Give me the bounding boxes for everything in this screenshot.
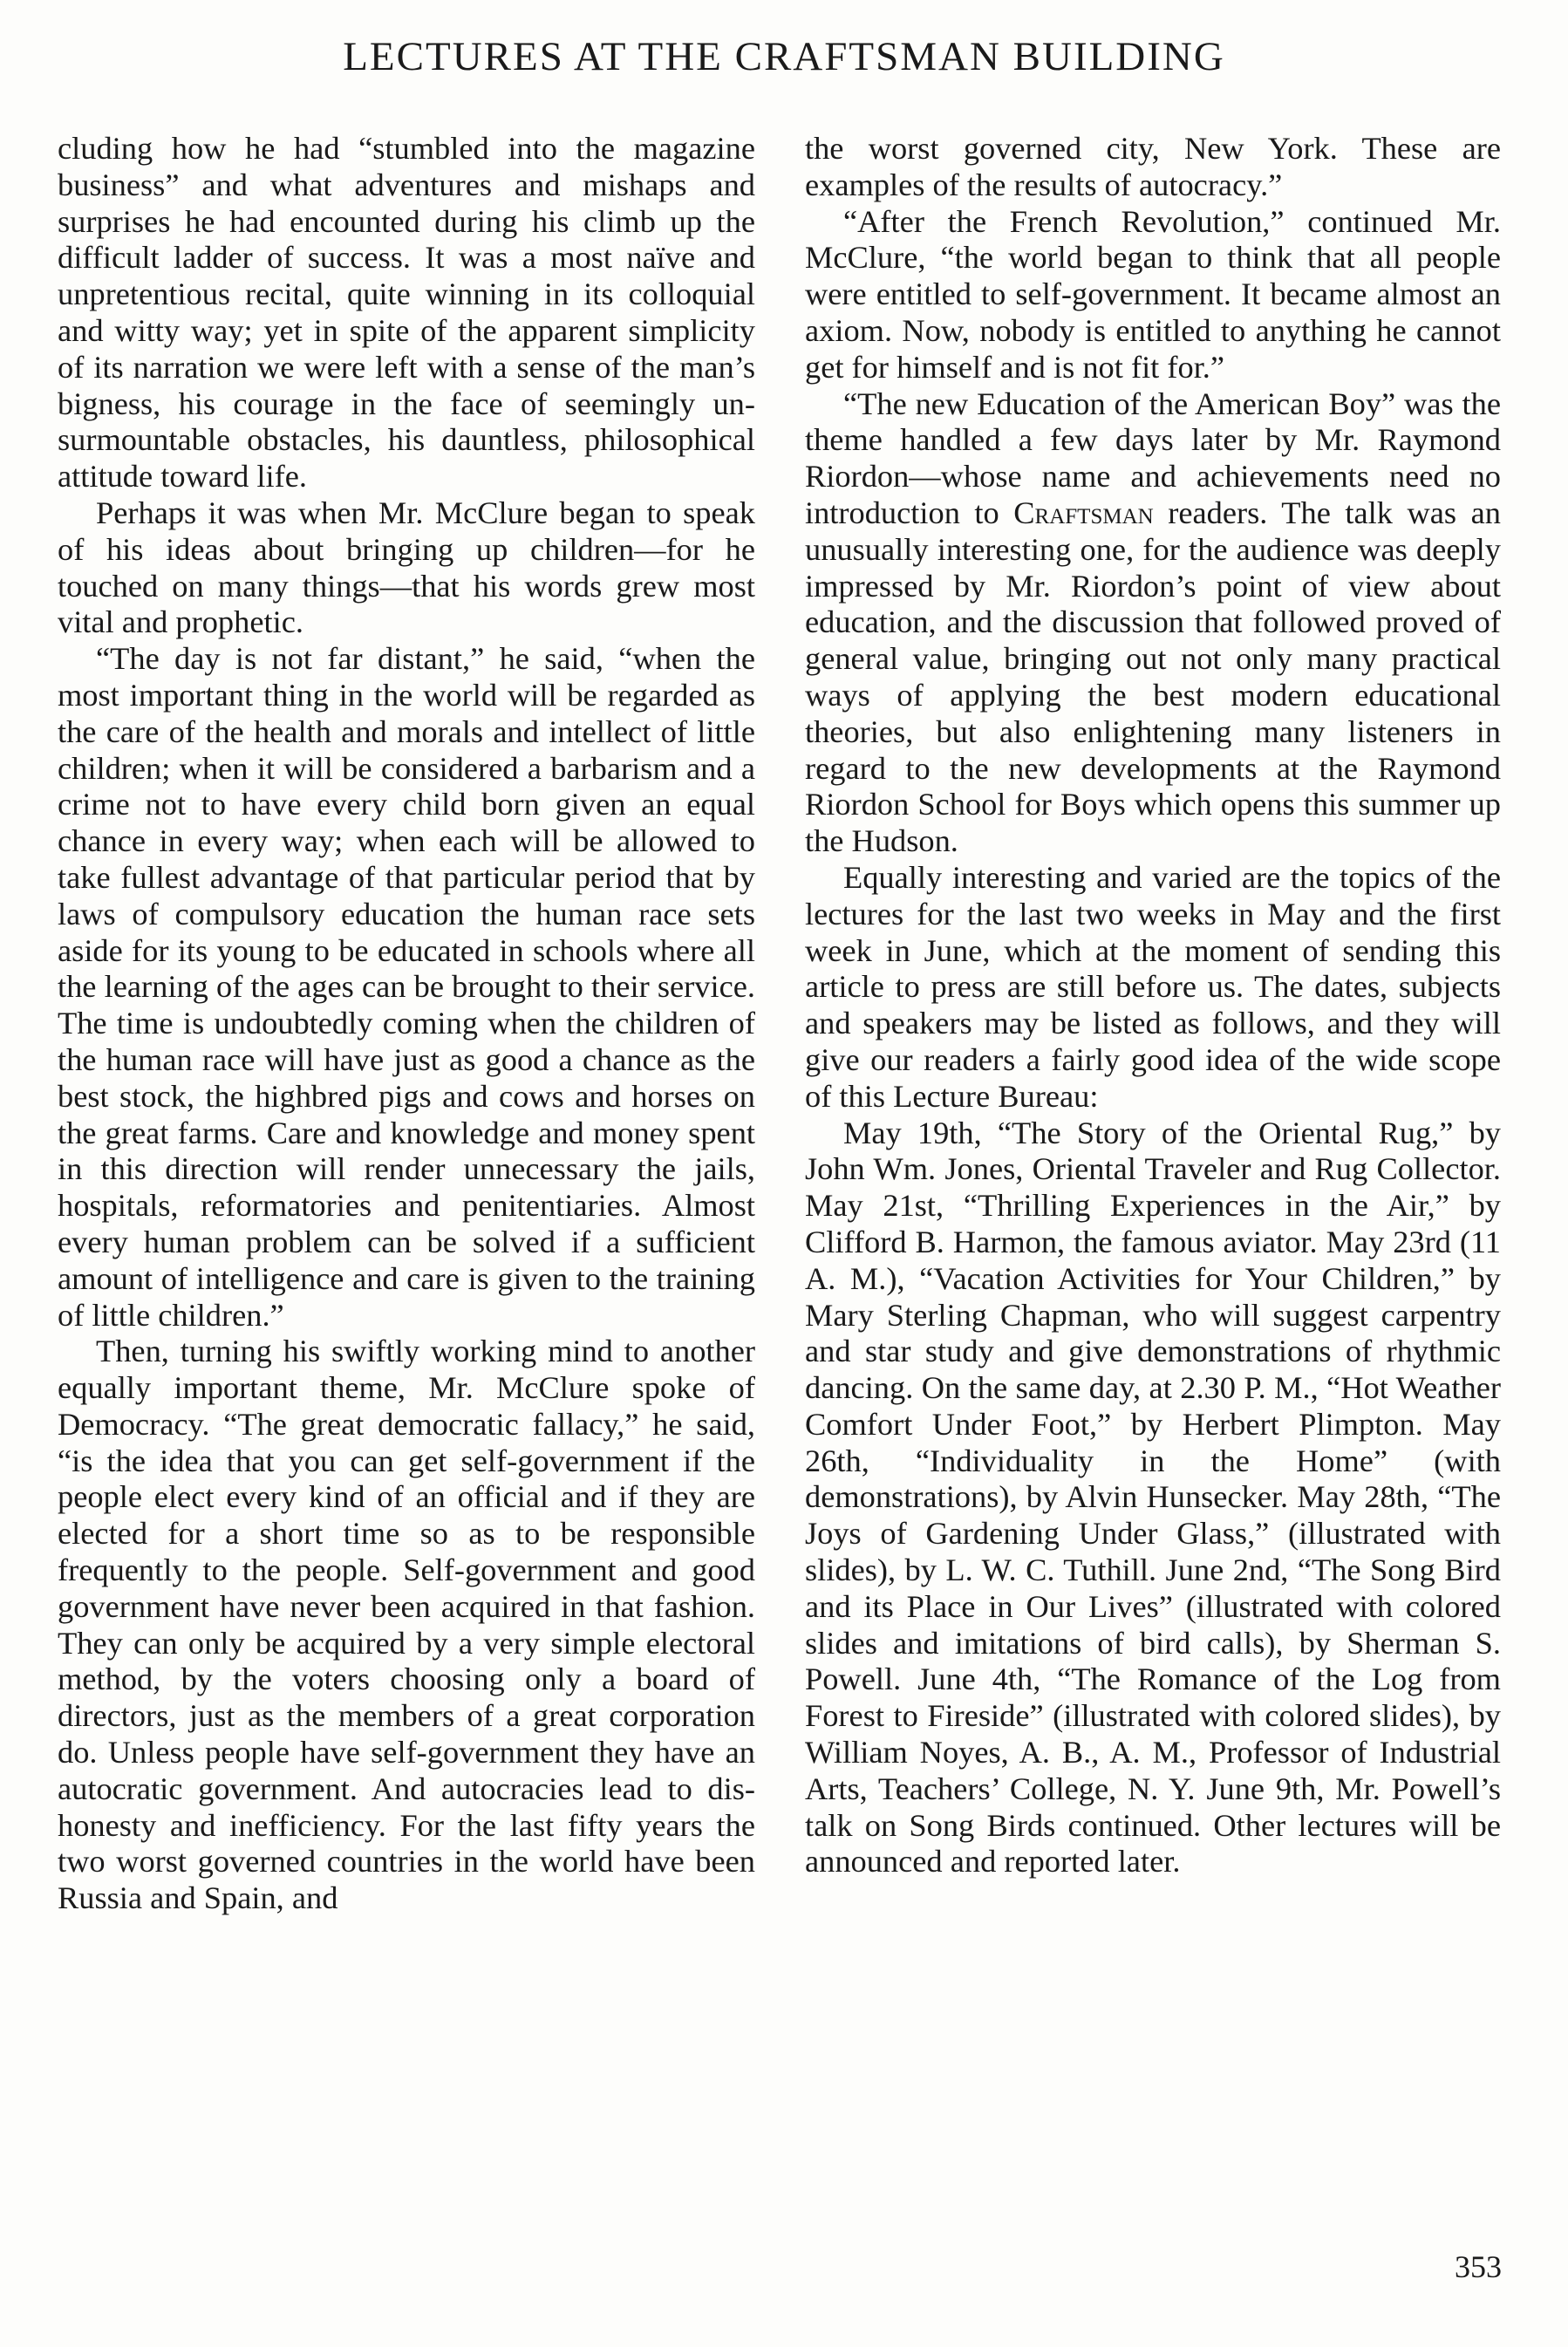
paragraph-cluding: cluding how he had “stumbled into the magazine business” and what adventures and mishaps and surprises he had encounted during his climb up the difficult ladder of success. It was a most naïve and unpretentious recital, quite winning in its colloquial and witty way; yet in spite of the apparent simplicity of its narration we were left with a sense of the man’s bigness, his courage in the face of seemingly unsurmountable obstacles, his dauntless, philosophical attitude toward life. (58, 131, 755, 495)
craftsman-smallcaps: Craftsman (1013, 495, 1154, 530)
left-column (58, 131, 755, 1917)
american-boy-text-b: readers. The talk was an unusually interesting one, for the audience was deeply impressed by Mr. Riordon’s point of view about education, and the discussion that followed proved of general value, bringing out not only many practical ways of applying the best modern educational theories, but also enlightening many listeners in regard to the new developments at the Raymond Riordon School for Boys which opens this summer up the Hudson. (805, 495, 1501, 859)
paragraph-perhaps: Perhaps it was when Mr. McClure began to speak of his ideas about bringing up children—for he touched on many things—that his words grew most vital and prophetic. (58, 495, 755, 640)
paragraph-lecture-schedule: May 19th, “The Story of the Oriental Rug,” by John Wm. Jones, Oriental Traveler and Rug Collector. May 21st, “Thrilling Experiences in the Air,” by Clifford B. Harmon, the famous aviator. May 23rd (11 A. M.), “Vacation Activities for Your Children,” by Mary Sterling Chapman, who will suggest carpentry and star study and give demonstrations of rhythmic dancing. On the same day, at 2.30 P. M., “Hot Weather Comfort Under Foot,” by Herbert Plimpton. May 26th, “Individuality in the Home” (with demonstrations), by Alvin Hunsecker. May 28th, “The Joys of Gardening Under Glass,” (illustrated with slides), by L. W. C. Tuthill. June 2nd, “The Song Bird and its Place in Our Lives” (illustrated with colored slides and imitations of bird calls), by Sherman S. Powell. June 4th, “The Romance of the Log from Forest to Fireside” (illustrated with colored slides), by William Noyes, A. B., A. M., Professor of Industrial Arts, Teachers’ College, N. Y. June 9th, Mr. Powell’s talk on Song Birds continued. Other lectures will be announced and reported later. (805, 1115, 1501, 1880)
paragraph-american-boy (805, 386, 1501, 860)
page-number: 353 (1455, 2249, 1502, 2284)
paragraph-equally-interesting: Equally interesting and varied are the topics of the lectures for the last two weeks in May and the first week in June, which at the moment of sending this article to press are still before us. The dates, subjects and speakers may be listed as follows, and they will give our readers a fairly good idea of the wide scope of this Lecture Bureau: (805, 859, 1501, 1114)
paragraph-democracy: Then, turning his swiftly working mind to another equally important theme, Mr. McClure spoke of Democracy. “The great democratic fallacy,” he said, “is the idea that you can get self-government if the people elect every kind of an official and if they are elected for a short time so as to be responsible frequently to the people. Self-government and good government have never been acquired in that fashion. They can only be acquired by a very simple electoral method, by the voters choosing only a board of directors, just as the members of a great corporation do. Unless people have self-government they have an autocratic government. And autocracies lead to dishonesty and inefficiency. For the last fifty years the two worst governed countries in the world have been Russia and Spain, and (58, 1334, 755, 1916)
right-column (805, 131, 1501, 1880)
paragraph-day-not-far: “The day is not far distant,” he said, “when the most important thing in the world will be regarded as the care of the health and morals and intellect of little children; when it will be considered a barbarism and a crime not to have every child born given an equal chance in every way; when each will be allowed to take fullest advantage of that particular period that by laws of compulsory education the human race sets aside for its young to be educated in schools where all the learning of the ages can be brought to their service. The time is undoubtedly coming when the children of the human race will have just as good a chance as the best stock, the highbred pigs and cows and horses on the great farms. Care and knowledge and money spent in this direction will render unnecessary the jails, hospitals, reformatories and penitentiaries. Almost every human problem can be solved if a sufficient amount of intelligence and care is given to the training of little children.” (58, 641, 755, 1333)
paragraph-worst-governed-city: the worst governed city, New York. These are examples of the results of autocracy.” (805, 131, 1501, 202)
running-head: LECTURES AT THE CRAFTSMAN BUILDING (343, 34, 1225, 79)
paragraph-french-revolution: “After the French Revolution,” continued Mr. McClure, “the world began to think that all people were entitled to self-government. It became almost an axiom. Now, nobody is entitled to anything he cannot get for himself and is not fit for.” (805, 203, 1501, 385)
american-boy-text-a: “The new Education of the American Boy” was the theme handled a few days later by Mr. Raymond Riordon—whose name and achievements need no introduction to (805, 385, 1501, 530)
